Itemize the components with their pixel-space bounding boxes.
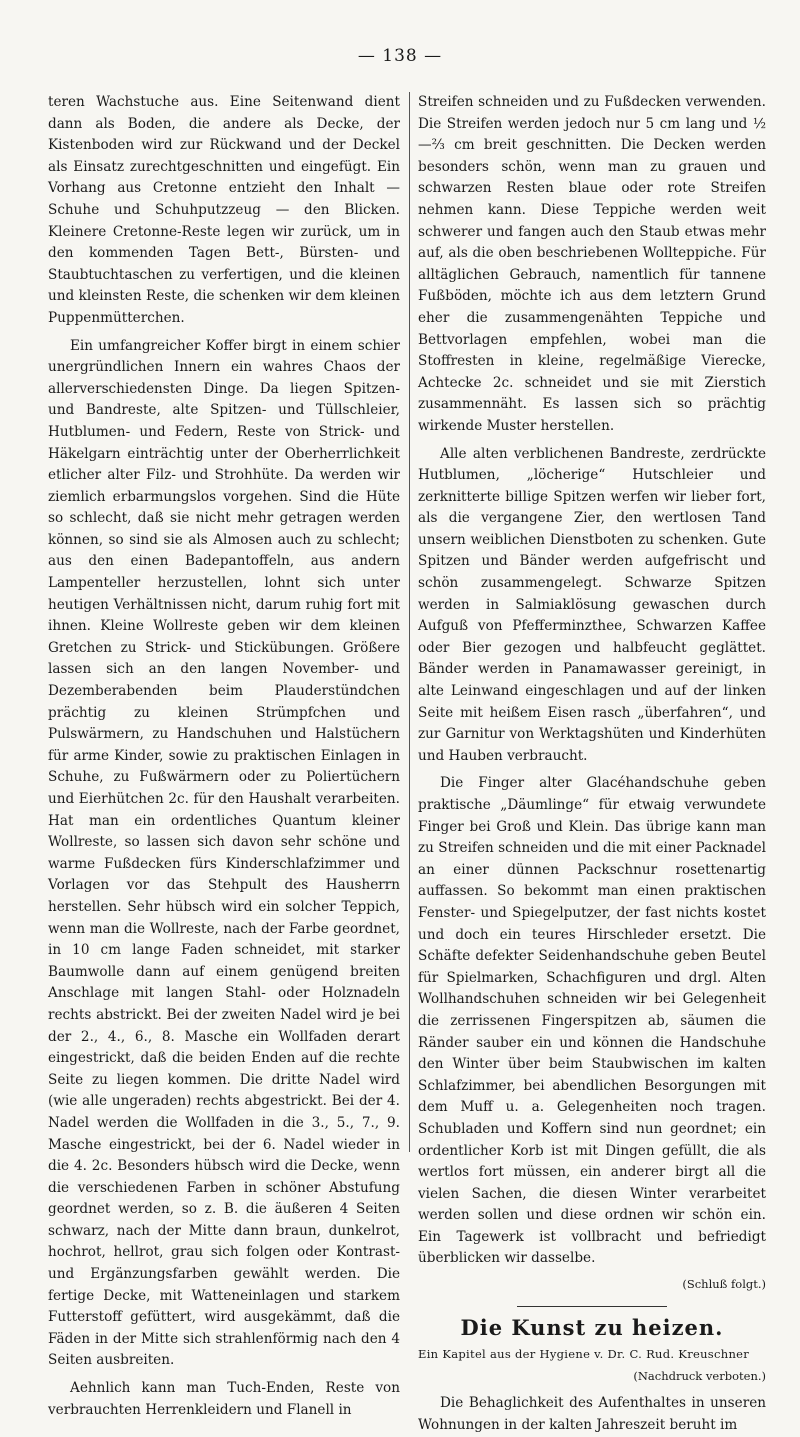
reprint-note: (Nachdruck verboten.) bbox=[633, 1368, 766, 1383]
right-paragraph-2: Alle alten verblichenen Bandreste, zerdrückte Hutblumen, „löcherige“ Hutschleier und zerknitterte billige Spitzen werfen wir lieber fort, als die vergangene Zier, den wertlosen Tand unsern weiblichen Dienstboten zu schenken. Gute Spitzen und Bänder werden aufgefrischt und schön zusammengelegt. Schwarze Spitzen werden in Salmiaklösung gewaschen durch Aufguß von Pfefferminzthee, Schwarzen Kaffee oder Bier gezogen und halbfeucht geglättet. Bänder werden in Panamawasser gereinigt, in alte Leinwand eingeschlagen und auf der linken Seite mit heißem Eisen rasch „überfahren“, und zur Garnitur von Werktagshüten und Kinderhüten und Hauben verbraucht. bbox=[418, 445, 766, 764]
article-title: Die Kunst zu heizen. bbox=[460, 1314, 724, 1340]
left-column bbox=[48, 92, 400, 1418]
column-divider bbox=[409, 92, 410, 1152]
right-paragraph-3: Die Finger alter Glacéhandschuhe geben praktische „Däumlinge“ für etwaig verwundete Finger bei Groß und Klein. Das übrige kann man zu Streifen schneiden und die mit einer Packnadel an einer dünnen Packschnur rosettenartig auffassen. So bekommt man einen praktischen Fenster- und Spiegelputzer, der fast nichts kostet und doch ein teures Hirschleder ersetzt. Die Schäfte defekter Seidenhandschuhe geben Beutel für Spielmarken, Schachfiguren und drgl. Alten Wollhandschuhen schneiden wir bei Gelegenheit die zerrissenen Fingerspitzen ab, säumen die Ränder sauber ein und können die Handschuhe den Winter über beim Staubwischen im kalten Schlafzimmer, bei abendlichen Besorgungen mit dem Muff u. a. Gelegenheiten noch tragen. Schubladen und Koffern sind nun geordnet; ein ordentlicher Korb ist mit Dingen gefüllt, die als wertlos fort müssen, ein anderer birgt all die vielen Sachen, die diesen Winter verarbeitet werden sollen und diese ordnen wir schön ein. Ein Tagewerk ist vollbracht und befriedigt überblicken wir dasselbe. bbox=[418, 775, 766, 1267]
page-number: — 138 — bbox=[357, 46, 443, 66]
left-paragraph-1: teren Wachstuche aus. Eine Seitenwand dient dann als Boden, die andere als Decke, der Kistenboden wird zur Rückwand und der Deckel als Einsatz zurechtgeschnitten und eingefügt. Ein Vorhang aus Cretonne entzieht den Inhalt — Schuhe und Schuhputzzeug — den Blicken. Kleinere Cretonne-Reste legen wir zurück, um in den kommenden Tagen Bett-, Bürsten- und Staubtuchtaschen zu verfertigen, und die kleinen und kleinsten Reste, die schenken wir dem kleinen Puppenmütterchen. bbox=[48, 94, 400, 326]
continuation-note: (Schluß folgt.) bbox=[682, 1277, 766, 1292]
section-divider bbox=[517, 1306, 667, 1307]
left-paragraph-2: Ein umfangreicher Koffer birgt in einem schier unergründlichen Innern ein wahres Chaos der allerverschiedensten Dinge. Da liegen Spitzen- und Bandreste, alte Spitzen- und Tüllschleier, Hutblumen- und Federn, Reste von Strick- und Häkelgarn einträchtig unter der Oberherrlichkeit etlicher alter Filz- und Strohhüte. Da werden wir ziemlich erbarmungslos vorgehen. Sind die Hüte so schlecht, daß sie nicht mehr getragen werden können, so sind sie als Almosen auch zu schlecht; aus den einen Badepantoffeln, aus andern Lampenteller herzustellen, lohnt sich unter heutigen Verhältnissen nicht, darum ruhig fort mit ihnen. Kleine Wollreste geben wir dem kleinen Gretchen zu Strick- und Stickübungen. Größere lassen sich an den langen November- und Dezemberabenden beim Plauderstündchen prächtig zu kleinen Strümpfchen und Pulswärmern, zu Handschuhen und Halstüchern für arme Kinder, sowie zu praktischen Einlagen in Schuhe, zu Fußwärmern oder zu Poliertüchern und Eierhütchen 2c. für den Haushalt verarbeiten. Hat man ein ordentliches Quantum kleiner Wollreste, so lassen sich davon sehr schöne und warme Fußdecken fürs Kinderschlafzimmer und Vorlagen vor das Stehpult des Hausherrn herstellen. Sehr hübsch wird ein solcher Teppich, wenn man die Wollreste, nach der Farbe geordnet, in 10 cm lange Faden schneidet, mit starker Baumwolle dann auf einem genügend breiten Anschlage mit langen Stahl- oder Holznadeln rechts abstrickt. Bei der zweiten Nadel wird je bei der 2., 4., 6., 8. Masche ein Wollfaden derart eingestrickt, daß die beiden Enden auf die rechte Seite zu liegen kommen. Die dritte Nadel wird (wie alle ungeraden) rechts abgestrickt. Bei der 4. Nadel werden die Wollfaden in die 3., 5., 7., 9. Masche eingestrickt, bei der 6. Nadel wieder in die 4. 2c. Besonders hübsch wird die Decke, wenn die verschiedenen Farben in schöner Abstufung geordnet werden, so z. B. die äußeren 4 Seiten schwarz, nach der Mitte dann braun, dunkelrot, hochrot, hellrot, grau sich folgen oder Kontrast- und Ergänzungsfarben gewählt werden. Die fertige Decke, mit Watteneinlagen und starkem Futterstoff gefüttert, wird ausgekämmt, daß die Fäden in der Mitte sich strahlenförmig nach den 4 Seiten ausbreiten. bbox=[48, 337, 400, 1369]
article-opening: Die Behaglichkeit des Aufenthaltes in unseren Wohnungen in der kalten Jahreszeit beruht im bbox=[418, 1395, 766, 1434]
article-subtitle: Ein Kapitel aus der Hygiene v. Dr. C. Rud. Kreuschner bbox=[418, 1347, 750, 1362]
right-column bbox=[418, 92, 766, 1434]
left-paragraph-3: Aehnlich kann man Tuch-Enden, Reste von verbrauchten Herrenkleidern und Flanell in bbox=[48, 1380, 400, 1418]
right-paragraph-1: Streifen schneiden und zu Fußdecken verwenden. Die Streifen werden jedoch nur 5 cm lang und ½—⅔ cm breit geschnitten. Die Decken werden besonders schön, wenn man zu grauen und schwarzen Resten blaue oder rote Streifen nehmen kann. Diese Teppiche werden weit schwerer und fangen auch den Staub etwas mehr auf, als die oben beschriebenen Wollteppiche. Für alltäglichen Gebrauch, namentlich für tannene Fußböden, möchte ich aus dem letztern Grund eher die zusammengenähten Teppiche und Bettvorlagen empfehlen, wobei man die Stoffresten in kleine, regelmäßige Vierecke, Achtecke 2c. schneidet und sie mit Zierstich zusammennäht. Es lassen sich so prächtig wirkende Muster herstellen. bbox=[418, 94, 766, 434]
